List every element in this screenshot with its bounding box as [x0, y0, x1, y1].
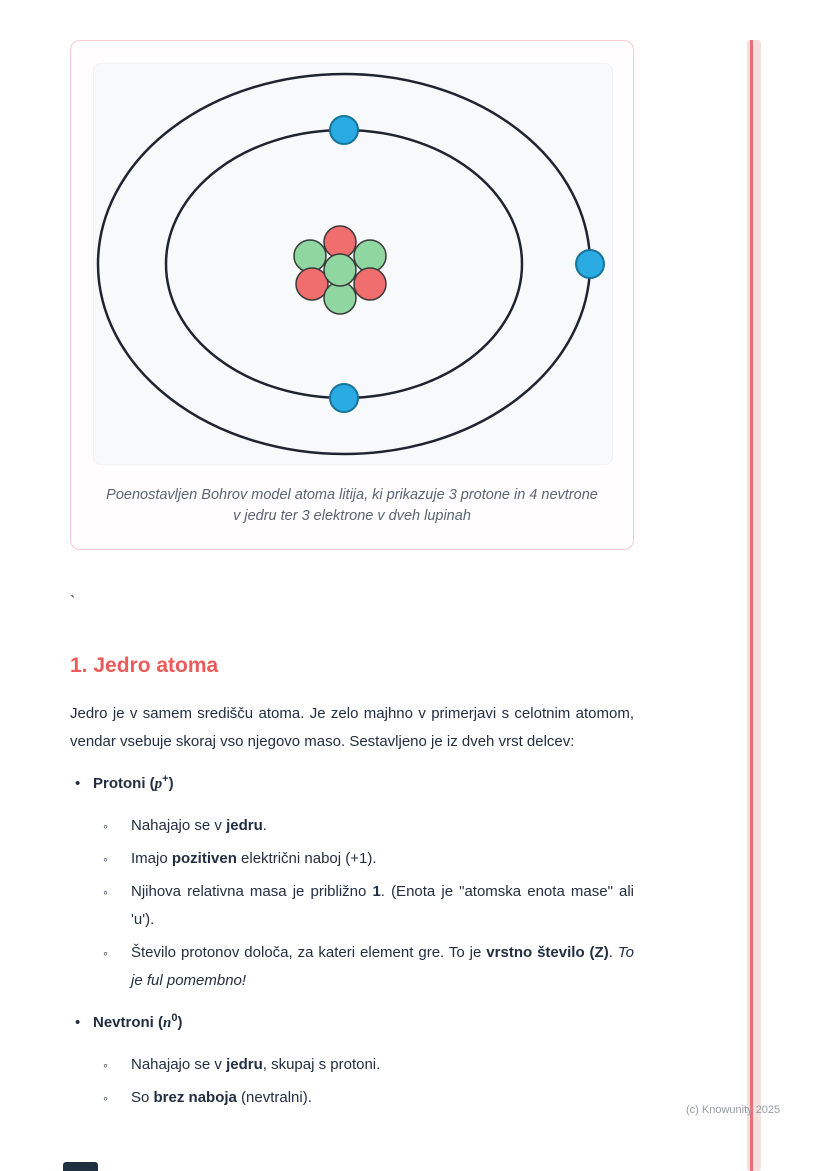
item-text: električni naboj (+1). — [236, 850, 377, 867]
nevtroni-label — [93, 1014, 182, 1031]
stray-backtick: ` — [70, 594, 76, 611]
proton-symbol: p — [154, 776, 163, 792]
item-text: So — [131, 1089, 154, 1106]
content-column — [70, 40, 634, 1126]
circle-bullet-icon: ◦ — [103, 884, 108, 900]
proton-circle — [324, 226, 356, 258]
electron-circle — [576, 250, 604, 278]
item-text: . — [262, 817, 267, 834]
bohr-diagram — [93, 63, 613, 465]
figure-card — [70, 40, 634, 550]
neutron-circle — [294, 240, 326, 272]
figure-caption: Poenostavljen Bohrov model atoma litija, ki prikazuje 3 protone in 4 nevtrone v jedru ter 3 elektrone v dveh lupinah — [106, 487, 598, 524]
bohr-model-svg — [94, 64, 613, 465]
side-stripe-line — [750, 40, 753, 1171]
list-item — [103, 1051, 634, 1079]
item-text: . — [608, 944, 618, 961]
protoni-label-post: ) — [168, 775, 174, 792]
item-text-bold: jedru — [226, 817, 263, 834]
section-heading: 1. Jedro atoma — [70, 654, 219, 677]
watermark: (c) Knowunity 2025 — [686, 1104, 781, 1116]
intro-paragraph: Jedro je v samem središču atoma. Je zelo majhno v primerjavi s celotnim atomom, vendar vsebuje skoraj vso njegovo maso. Sestavljeno je iz dveh vrst delcev: — [70, 705, 634, 750]
circle-bullet-icon: ◦ — [103, 1090, 108, 1106]
neutron-circle — [324, 282, 356, 314]
side-stripe — [747, 40, 761, 1171]
item-text-bold: brez naboja — [153, 1089, 237, 1106]
item-text: Nahajajo se v — [131, 1056, 227, 1073]
electron-circle — [330, 116, 358, 144]
circle-bullet-icon: ◦ — [103, 851, 108, 867]
list-item — [103, 878, 634, 934]
list-item — [103, 1084, 634, 1112]
item-text-bold: jedru — [226, 1056, 263, 1073]
nevtroni-label-pre: Nevtroni ( — [93, 1014, 164, 1031]
item-text-italic: To je ful pomembno! — [131, 944, 634, 989]
circle-bullet-icon: ◦ — [103, 818, 108, 834]
list-item-protoni — [70, 770, 634, 995]
item-text: (nevtralni). — [236, 1089, 312, 1106]
proton-circle — [354, 268, 386, 300]
item-text: . (Enota je "atomska enota mase" ali 'u'). — [131, 883, 635, 928]
proton-circle — [296, 268, 328, 300]
neutron-circle — [354, 240, 386, 272]
list-item — [103, 939, 634, 995]
bullet-icon: • — [75, 1014, 81, 1031]
protoni-sublist — [103, 812, 634, 995]
cutoff-element — [63, 1162, 98, 1171]
circle-bullet-icon: ◦ — [103, 1057, 108, 1073]
item-text-bold: 1 — [372, 883, 381, 900]
protoni-label — [93, 775, 174, 792]
item-text: Nahajajo se v — [131, 817, 227, 834]
item-text: Število protonov določa, za kateri element gre. To je — [131, 944, 487, 961]
nevtroni-label-post: ) — [177, 1014, 183, 1031]
list-item — [103, 812, 634, 840]
neutron-circle — [324, 254, 356, 286]
proton-symbol-sup: + — [162, 773, 169, 785]
bullet-icon: • — [75, 775, 81, 792]
item-text-bold: pozitiven — [171, 850, 237, 867]
neutron-symbol-sup: 0 — [171, 1012, 178, 1024]
list-item-nevtroni — [70, 1009, 634, 1112]
protoni-label-pre: Protoni ( — [93, 775, 155, 792]
neutron-symbol: n — [163, 1015, 172, 1031]
item-text: Njihova relativna masa je približno — [131, 883, 373, 900]
item-text-bold: vrstno število (Z) — [486, 944, 609, 961]
nevtroni-sublist — [103, 1051, 634, 1112]
electron-circle — [330, 384, 358, 412]
item-text: Imajo — [131, 850, 172, 867]
particles-list — [70, 770, 634, 1112]
item-text: , skupaj s protoni. — [262, 1056, 381, 1073]
list-item — [103, 845, 634, 873]
circle-bullet-icon: ◦ — [103, 945, 108, 961]
